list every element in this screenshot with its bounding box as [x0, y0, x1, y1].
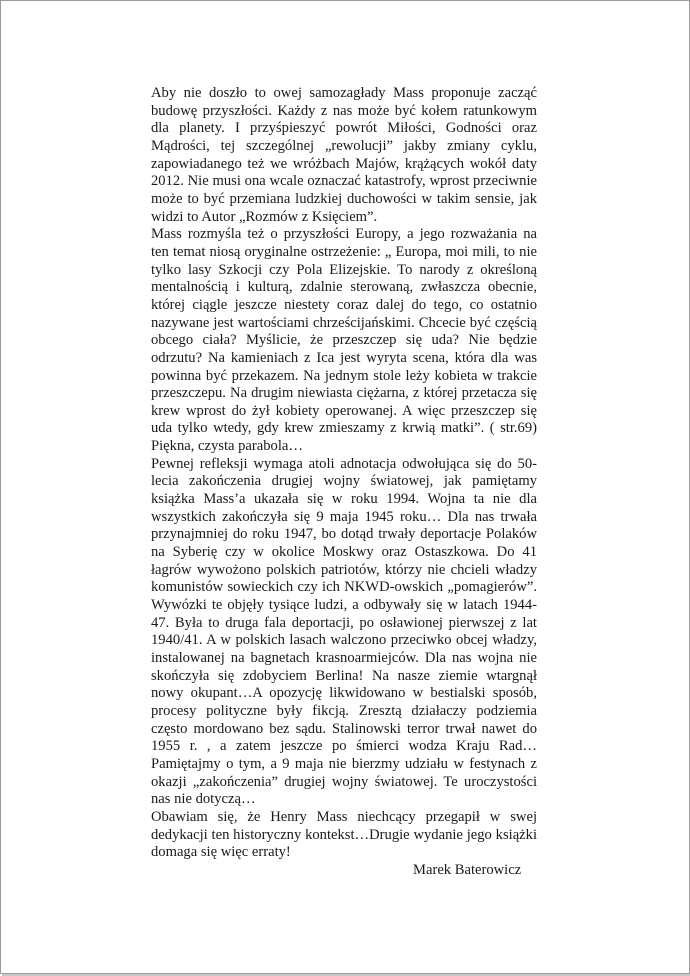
- paragraph-1: Aby nie doszło to owej samozagłady Mass proponuje zacząć budowę przyszłości. Każdy z nas może być kołem ratunkowym dla planety. I przyśpieszyć powrót Miłości, Godności oraz Mądrości, tej szczególnej „rewolucji” jakby zmiany cyklu, zapowiadanego też we wróżbach Majów, krążących wokół daty 2012. Nie musi ona wcale oznaczać katastrofy, wprost przeciwnie może to być przemiana ludzkiej duchowości w takim sensie, jak widzi to Autor „Rozmów z Księciem”.: [151, 85, 537, 225]
- paragraph-4: Obawiam się, że Henry Mass niechcący przegapił w swej dedykacji ten historyczny kontekst…Drugie wydanie jego książki domaga się więc erraty!: [151, 808, 537, 861]
- paragraph-3: Pewnej refleksji wymaga atoli adnotacja odwołująca się do 50-lecia zakończenia drugiej wojny światowej, jak pamiętamy książka Mass’a ukazała się w roku 1994. Wojna ta nie dla wszystkich zakończyła się 9 maja 1945 roku… Dla nas trwała przynajmniej do roku 1947, bo dotąd trwały deportacje Polaków na Syberię czy w okolice Moskwy oraz Ostaszkowa. Do 41 łagrów wywożono polskich patriotów, którzy nie chcieli władzy komunistów sowieckich czy ich NKWD-owskich „pomagierów”. Wywózki te objęły tysiące ludzi, a odbywały się w latach 1944-47. Była to druga fala deportacji, po osławionej pierwszej z lat 1940/41. A w polskich lasach walczono przeciwko obcej władzy, instalowanej na bagnetach krasnoarmiejców. Dla nas wojna nie skończyła się zdobyciem Berlina! Na nasze ziemie wtargnął nowy okupant…A opozycję likwidowano w bestialski sposób, procesy polityczne były fikcją. Zresztą działaczy podziemia często mordowano bez sądu. Stalinowski terror trwał nawet do 1955 r. , a zatem jeszcze po śmierci wodza Kraju Rad… Pamiętajmy o tym, a 9 maja nie bierzmy udziału w festynach z okazji „zakończenia” drugiej wojny światowej. Te uroczystości nas nie dotyczą…: [151, 455, 537, 808]
- document-body: [151, 85, 537, 880]
- author-signature: Marek Baterowicz: [413, 861, 522, 878]
- paragraph-2: Mass rozmyśla też o przyszłości Europy, a jego rozważania na ten temat niosą oryginalne ostrzeżenie: „ Europa, moi mili, to nie tylko lasy Szkocji czy Pola Elizejskie. To narody z określoną mentalnością i kulturą, zdalnie sterowaną, zwłaszcza obecnie, której ciągle jeszcze niestety coraz dalej do tego, co ostatnio nazywane jest wartościami chrześcijańskimi. Chcecie być częścią obcego ciała? Myślicie, że przeszczep się uda? Nie będzie odrzutu? Na kamieniach z Ica jest wyryta scena, która dla was powinna być przekazem. Na jednym stole leży kobieta w trakcie przeszczepu. Na drugim niewiasta ciężarna, z której przetacza się krew wprost do żył kobiety operowanej. A więc przeszczep się uda tylko wtedy, gdy krew zmieszamy z krwią matki”. ( str.69) Piękna, czysta parabola…: [151, 226, 537, 455]
